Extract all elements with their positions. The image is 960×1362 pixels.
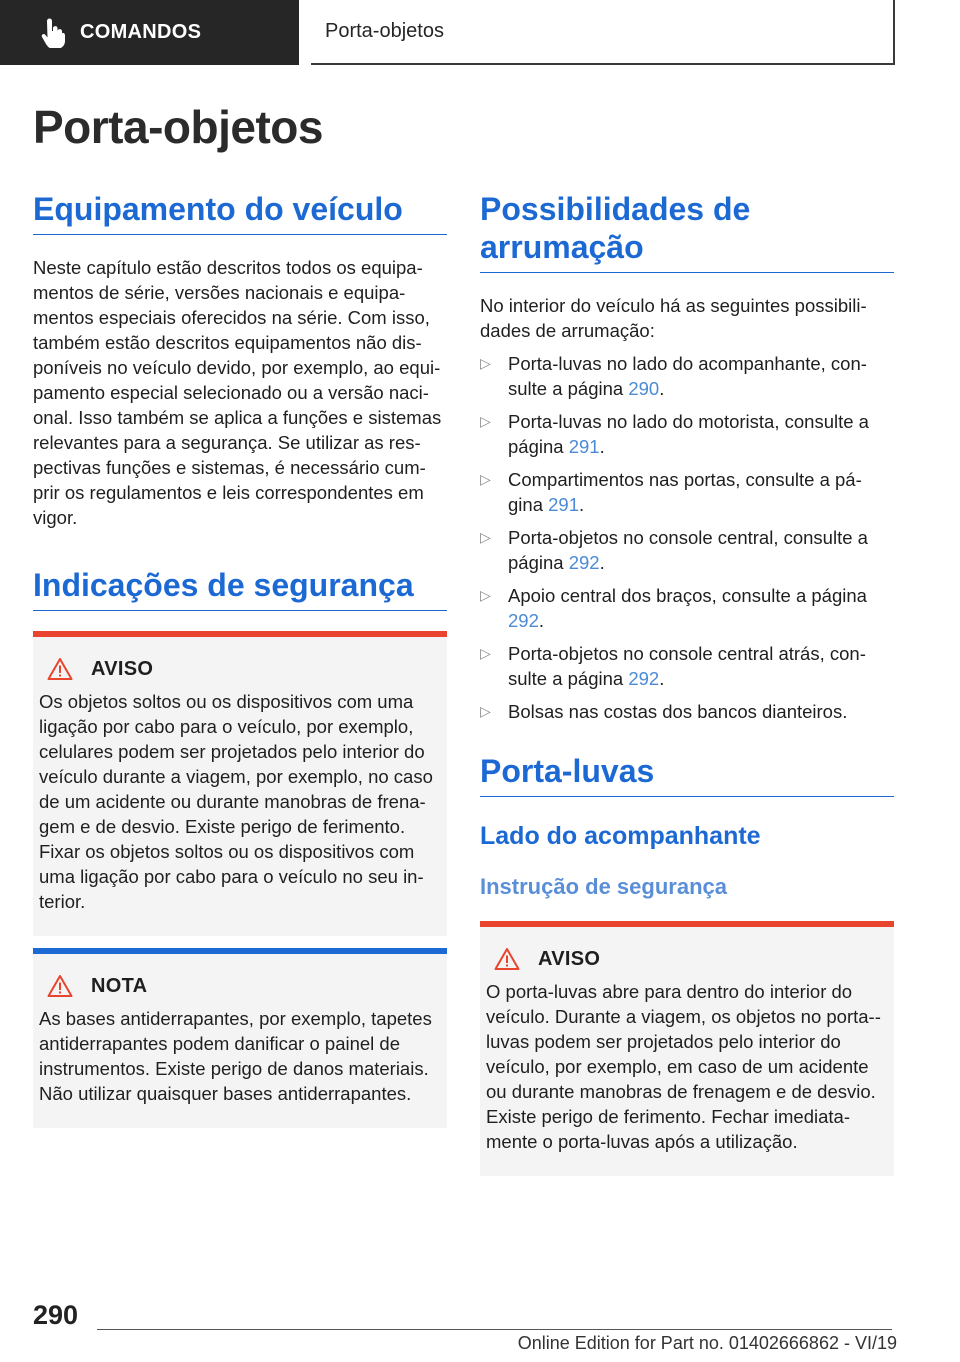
warning-triangle-icon — [47, 974, 73, 998]
triangle-bullet-icon: ▷ — [480, 355, 491, 371]
page-reference-link[interactable]: 290 — [628, 378, 660, 399]
note-box — [33, 948, 447, 1128]
page-reference-link[interactable]: 292 — [508, 610, 539, 631]
glovebox-warning-title: AVISO — [538, 947, 601, 970]
triangle-bullet-icon: ▷ — [480, 529, 491, 545]
right-column — [480, 190, 894, 1176]
glovebox-heading: Porta-luvas — [480, 752, 894, 797]
page-title: Porta-objetos — [33, 101, 323, 153]
page-reference-link[interactable]: 292 — [628, 668, 660, 689]
chapter-label: COMANDOS — [80, 21, 202, 43]
list-item: ▷ Porta-objetos no console central, consulte a página 292. — [480, 527, 868, 573]
section-label: Porta-objetos — [325, 20, 444, 42]
triangle-bullet-icon: ▷ — [480, 587, 491, 603]
note-title: NOTA — [91, 974, 148, 997]
page-reference-link[interactable]: 291 — [568, 436, 600, 457]
section-header — [311, 0, 895, 65]
warning-title: AVISO — [91, 657, 154, 680]
page-reference-link[interactable]: 292 — [568, 552, 600, 573]
list-item: ▷ Porta-luvas no lado do motorista, consulte a página 291. — [480, 411, 869, 457]
note-text: As bases antiderrapantes, por exemplo, tapetes antiderrapantes podem danificar o painel de instrumentos. Existe perigo de danos materiais. Não utilizar quaisquer bases antiderrapantes. — [39, 1008, 432, 1104]
triangle-bullet-icon: ▷ — [480, 645, 491, 661]
list-item: ▷ Porta-luvas no lado do acompanhante, con-sulte a página 290. — [480, 353, 867, 399]
warning-triangle-icon — [47, 657, 73, 681]
page-reference-link[interactable]: 291 — [548, 494, 579, 515]
equipment-heading: Equipamento do veículo — [33, 190, 447, 235]
storage-heading: Possibilidades de arrumação — [480, 190, 894, 273]
glovebox-warning-text: O porta-luvas abre para dentro do interior do veículo. Durante a viagem, os objetos no porta--luvas podem ser projetados pelo interior do veículo, por exemplo, em caso de um acidente ou durante manobras de frenagem e de desvio. Existe perigo de ferimento. Fechar imediata-mente o porta-luvas após a utilização. — [486, 981, 881, 1152]
glovebox-warning-header — [486, 947, 888, 971]
glovebox-warning-box — [480, 921, 894, 1176]
safety-instruction-heading: Instrução de segurança — [480, 874, 727, 899]
chapter-tab[interactable] — [0, 0, 299, 65]
warning-text: Os objetos soltos ou os dispositivos com uma ligação por cabo para o veículo, por exemplo, celulares podem ser projetados pelo interior do veículo durante a viagem, por exemplo, no caso de um acidente ou durante manobras de frena-gem e de desvio. Existe perigo de ferimento. Fixar os objetos soltos ou os dispositivos com uma ligação por cabo para o veículo no seu in-terior. — [39, 691, 433, 912]
triangle-bullet-icon: ▷ — [480, 413, 491, 429]
list-item: ▷ Bolsas nas costas dos bancos dianteiros. — [480, 701, 848, 722]
hand-pointer-icon — [38, 18, 66, 48]
triangle-bullet-icon: ▷ — [480, 703, 491, 719]
footer-divider — [97, 1329, 892, 1330]
storage-list — [480, 351, 894, 724]
note-header — [39, 974, 441, 998]
page-number: 290 — [33, 1300, 79, 1330]
safety-heading: Indicações de segurança — [33, 566, 447, 611]
warning-box — [33, 631, 447, 936]
list-item: ▷ Compartimentos nas portas, consulte a pá-gina 291. — [480, 469, 862, 515]
passenger-side-heading: Lado do acompanhante — [480, 822, 761, 850]
triangle-bullet-icon: ▷ — [480, 471, 491, 487]
left-column — [33, 190, 447, 1128]
footer-edition: Online Edition for Part no. 01402666862 - VI/19 — [517, 1333, 897, 1353]
list-item: ▷ Porta-objetos no console central atrás, con-sulte a página 292. — [480, 643, 866, 689]
storage-intro: No interior do veículo há as seguintes possibili-dades de arrumação: — [480, 295, 867, 341]
equipment-text: Neste capítulo estão descritos todos os equipa-mentos de série, versões nacionais e equipa-mentos especiais oferecidos na série. Com isso, também estão descritos equipamentos não dis-poníveis no veículo devido, por exemplo, ao equi-pamento especial selecionado ou a versão naci-onal. Isso também se aplica a funções e sistemas relevantes para a segurança. Se utilizar as res-pectivas funções e sistemas, é necessário cum-prir os regulamentos e leis correspondentes em vigor. — [33, 257, 442, 528]
warning-header — [39, 657, 441, 681]
list-item: ▷ Apoio central dos braços, consulte a página 292. — [480, 585, 867, 631]
warning-triangle-icon — [494, 947, 520, 971]
